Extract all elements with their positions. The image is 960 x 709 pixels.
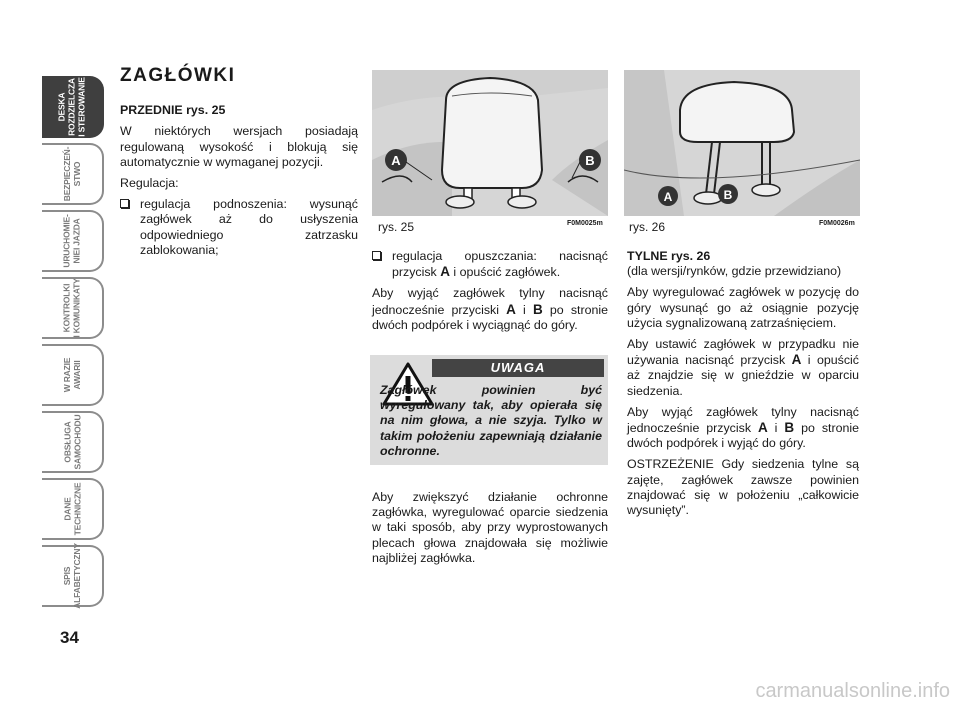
figure-code: F0M0025m xyxy=(567,220,603,227)
column-1 xyxy=(120,65,358,264)
figure-26-headrest xyxy=(624,70,860,216)
list-item-text: regulacja opuszczania: nacisnąć przycisk A i opuścić zagłówek. xyxy=(392,249,608,280)
figure-caption: rys. 25 xyxy=(378,220,415,234)
side-tab-maintenance[interactable] xyxy=(42,411,104,473)
callout-a: A xyxy=(391,153,401,168)
warning-text: Zagłówek powinien być wyregulowany tak, aby opierała się na nim głowa, a nie szyja. Tylko w takim położeniu zapewniają działanie ochronne. xyxy=(380,383,602,458)
figure-25-headrest xyxy=(372,70,608,216)
figure-caption: rys. 26 xyxy=(629,220,666,234)
list-item xyxy=(372,249,608,280)
list-item-text: regulacja podnoszenia: wysunąć zagłówek aż do usłyszenia odpowiedniego zatrzasku zablokowania; xyxy=(140,197,358,257)
page-number: 34 xyxy=(60,628,79,647)
side-tab-label: KONTROLKI I KOMUNIKATY xyxy=(62,278,82,338)
column-2-bottom xyxy=(372,490,608,572)
side-tab-label: DESKA ROZDZIELCZA I STEROWANIE xyxy=(57,77,87,137)
side-tab-label: BEZPIECZEŃ- STWO xyxy=(61,146,82,202)
warning-title: UWAGA xyxy=(432,359,604,377)
side-tab-emergency[interactable] xyxy=(42,344,104,406)
list-item xyxy=(120,197,358,258)
paragraph: W niektórych wersjach posiadają regulowaną wysokość i blokują się automatycznie w wymaganej pozycji. xyxy=(120,124,358,169)
warning-box xyxy=(370,355,608,465)
side-tab-label: SPIS ALFABETYCZNY xyxy=(62,543,83,609)
bullet-box-icon xyxy=(120,197,140,258)
page-title: ZAGŁÓWKI xyxy=(120,65,236,86)
paragraph: Regulacja: xyxy=(120,176,179,191)
side-tab-safety[interactable] xyxy=(42,143,104,205)
callout-b: B xyxy=(585,153,595,168)
paragraph: Aby ustawić zagłówek w przypadku nie używania nacisnąć przycisk A i opuścić aż znajdzie się w gnieździe w oparciu siedzenia. xyxy=(627,337,859,398)
watermark: carmanualsonline.info xyxy=(755,680,950,702)
callout-b: B xyxy=(723,188,733,202)
column-2 xyxy=(372,249,608,339)
side-tab-starting[interactable] xyxy=(42,210,104,272)
section-subhead-rear: TYLNE rys. 26 xyxy=(627,249,711,263)
paragraph: Aby wyjąć zagłówek tylny nacisnąć jednocześnie przycisk A i B po stronie dwóch podpórek i wyjąć do góry. xyxy=(627,404,860,451)
side-tab-label: DANE TECHNICZNE xyxy=(62,482,82,536)
side-tab-warnings[interactable] xyxy=(42,277,104,339)
paragraph: Aby zwiększyć działanie ochronne zagłówka, wyregulować oparcie siedzenia w taki sposób, aby przy wyprostowanych plecach głowa znajdowała się możliwie najbliżej zagłówka. xyxy=(372,490,608,565)
side-tab-technical[interactable] xyxy=(42,478,104,540)
figure-code: F0M0026m xyxy=(819,220,855,227)
paragraph: Aby wyregulować zagłówek w pozycję do góry wysunąć go aż osiągnie pozycję użycia sygnalizowaną zatrzaśnięciem. xyxy=(627,285,859,330)
paragraph: OSTRZEŻENIE Gdy siedzenia tylne są zajęte, zagłówek zawsze powinien znajdować się w położeniu „całkowicie wysunięty”. xyxy=(627,457,859,518)
callout-a: A xyxy=(663,190,673,204)
section-subhead-front: PRZEDNIE rys. 25 xyxy=(120,103,226,118)
bullet-box-icon xyxy=(372,249,392,280)
side-tab-index[interactable] xyxy=(42,545,104,607)
side-tab-label: OBSŁUGA SAMOCHODU xyxy=(62,414,82,470)
side-tab-label: URUCHOMIE- NIEI JAZDA xyxy=(62,214,82,268)
side-tab-dashboard[interactable] xyxy=(42,76,104,138)
column-3 xyxy=(627,249,859,524)
paragraph: Aby wyjąć zagłówek tylny nacisnąć jednocześnie przyciski A i B po stronie dwóch podpórek i wyciągnąć do góry. xyxy=(372,286,609,332)
side-tab-label: W RAZIE AWARII xyxy=(61,357,82,393)
paragraph: (dla wersji/rynków, gdzie przewidziano) xyxy=(627,264,842,279)
